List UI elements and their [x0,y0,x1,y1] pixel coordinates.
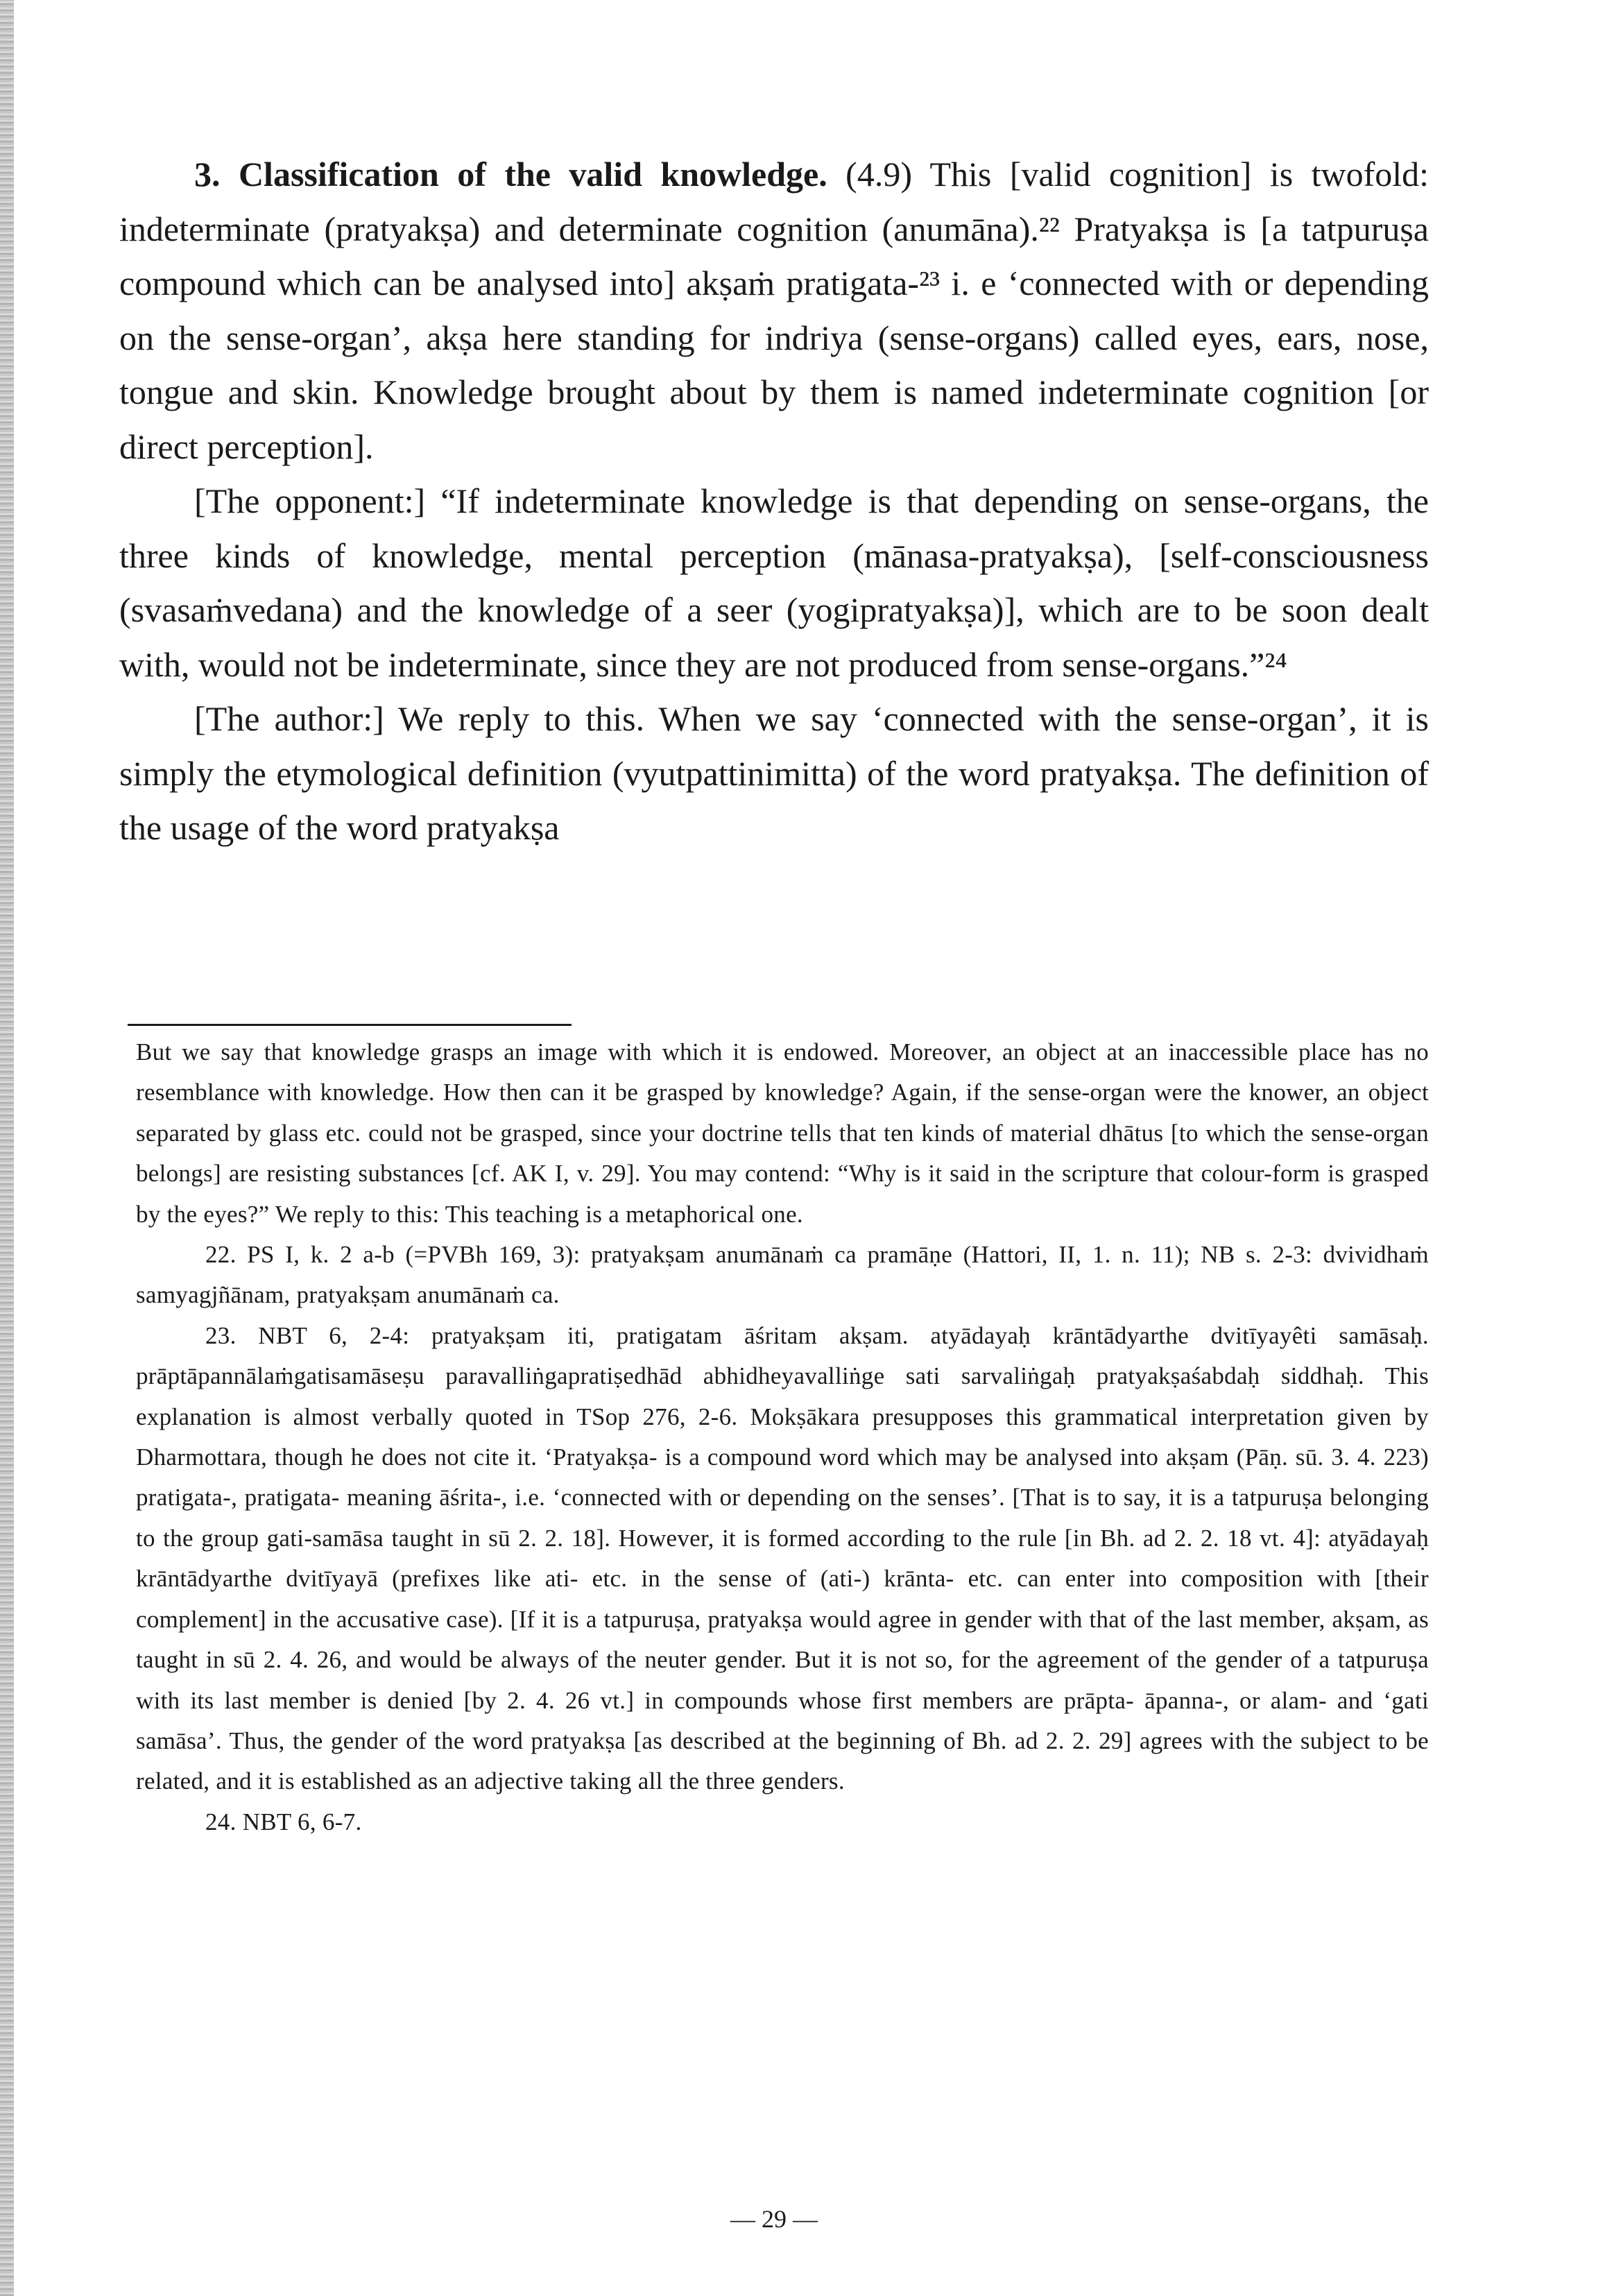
main-text [119,147,1429,855]
footnote-22: 22. PS I, k. 2 a-b (=PVBh 169, 3): pratyakṣam anumānaṁ ca pramāṇe (Hattori, II, 1. n. 11); NB s. 2-3: dvividhaṁ samyagjñānam, pratyakṣam anumānaṁ ca. [136,1241,1429,1309]
paragraph-classification [119,147,1429,474]
footnotes [136,1032,1429,1842]
scan-edge [0,0,14,2296]
footnote-separator [128,1024,572,1026]
footnote-24: 24. NBT 6, 6-7. [205,1808,362,1835]
paragraph-author: [The author:] We reply to this. When we say ‘connected with the sense-organ’, it is simply the etymological definition (vyutpattinimitta) of the word pratyakṣa. The definition of the usage of the word pratyakṣa [119,699,1429,847]
footnote-23: 23. NBT 6, 2-4: pratyakṣam iti, pratigatam āśritam akṣam. atyādayaḥ krāntādyarthe dvitīyayêti samāsaḥ. prāptāpannālaṁgatisamāseṣu paravalliṅgapratiṣedhād abhidheyavalliṅge sati sarvaliṅgaḥ pratyakṣaśabdaḥ siddhaḥ. This explanation is almost verbally quoted in TSop 276, 2-6. Mokṣākara presupposes this grammatical interpretation given by Dharmottara, though he does not cite it. ‘Pratyakṣa- is a compound word which may be analysed into akṣam (Pāṇ. sū. 3. 4. 223) pratigata-, pratigata- meaning āśrita-, i.e. ‘connected with or depending on the senses’. [That is to say, it is a tatpuruṣa belonging to the group gati-samāsa taught in sū 2. 2. 18]. However, it is formed according to the rule [in Bh. ad 2. 2. 18 vt. 4]: atyādayaḥ krāntādyarthe dvitīyayā (prefixes like ati- etc. in the sense of (ati-) krānta- etc. can enter into composition with [their complement] in the accusative case). [If it is a tatpuruṣa, pratyakṣa would agree in gender with that of the last member, akṣam, as taught in sū 2. 4. 26, and would be always of the neuter gender. But it is not so, for the agreement of the gender of a tatpuruṣa with its last member is denied [by 2. 4. 26 vt.] in compounds whose first members are prāpta- āpanna-, or alam- and ‘gati samāsa’. Thus, the gender of the word pratyakṣa [as described at the beginning of Bh. ad 2. 2. 29] agrees with the subject to be related, and it is established as an adjective taking all the three genders. [136,1321,1429,1795]
page-number: — 29 — [730,2205,818,2233]
section-heading: Classification of the valid knowledge. [238,155,827,194]
footnote-continuation: But we say that knowledge grasps an image with which it is endowed. Moreover, an object at an inaccessible place has no resemblance with knowledge. How then can it be grasped by knowledge? Again, if the sense-organ were the knower, an object separated by glass etc. could not be grasped, since your doctrine tells that ten kinds of material dhātus [to which the sense-organ belongs] are resisting substances [cf. AK I, v. 29]. You may contend: “Why is it said in the scripture that colour-form is grasped by the eyes?” We reply to this: This teaching is a metaphorical one. [136,1038,1429,1228]
section-number: 3. [194,155,221,194]
paragraph-opponent: [The opponent:] “If indeterminate knowledge is that depending on sense-organs, the three kinds of knowledge, mental perception (mānasa-pratyakṣa), [self-consciousness (svasaṁvedana) and the knowledge of a seer (yogipratyakṣa)], which are to be soon dealt with, would not be indeterminate, since they are not produced from sense-organs.”²⁴ [119,481,1429,684]
paragraph-body: (4.9) This [valid cognition] is twofold: indeterminate (pratyakṣa) and determinate cognition (anumāna).²² Pratyakṣa is [a tatpuruṣa compound which can be analysed into] akṣaṁ pratigata-²³ i. e ‘connected with or depending on the sense-organ’, akṣa here standing for indriya (sense-organs) called eyes, ears, nose, tongue and skin. Knowledge brought about by them is named indeterminate cognition [or direct perception]. [119,155,1429,466]
